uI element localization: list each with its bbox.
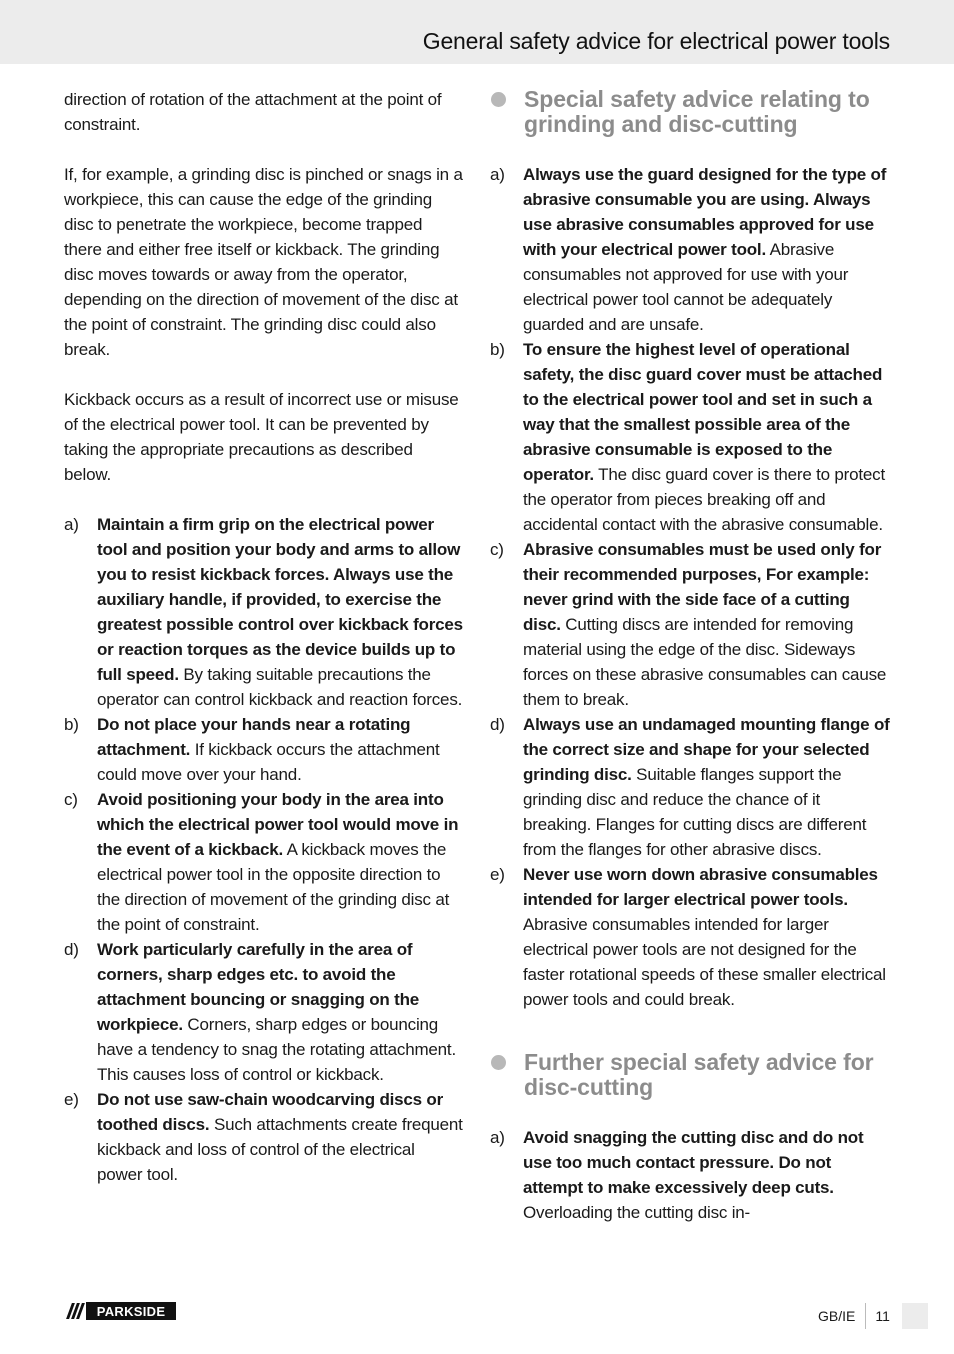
item-text: Cutting discs are intended for removing material using the edge of the disc. Sideways forces on these abrasive consumables can cause them to break. <box>523 615 887 709</box>
list-item <box>490 537 890 712</box>
item-bold-text: Do not place your hands near a rotating attachment. <box>97 715 411 759</box>
item-text: By taking suitable precautions the operator can control kickback and reaction forces. <box>97 665 463 709</box>
bullet-icon <box>491 1055 506 1070</box>
item-label: b) <box>490 340 505 359</box>
item-bold-text: Always use the guard designed for the type of abrasive consumable you are using. Always use abrasive consumables approved for use with your electrical power tool. <box>523 165 887 259</box>
list-item <box>64 937 464 1087</box>
item-bold-text: Abrasive consumables must be used only for their recommended purposes, For example: never grind with the side face of a cutting disc. <box>523 540 882 634</box>
section-heading-text: Further special safety advice for disc-cutting <box>524 1049 874 1100</box>
list-item <box>64 712 464 787</box>
item-label: d) <box>64 940 79 959</box>
item-label: a) <box>64 515 79 534</box>
item-bold-text: Maintain a firm grip on the electrical power tool and position your body and arms to allow you to resist kickback forces. Always use the auxiliary handle, if provided, to exercise the greatest possible control over kickback forces or reaction torques as the device builds up to full speed. <box>97 515 463 684</box>
item-bold-text: Always use an undamaged mounting flange of the correct size and shape for your selected grinding disc. <box>523 715 890 784</box>
logo-text: PARKSIDE <box>86 1302 176 1320</box>
item-bold-text: Work particularly carefully in the area of corners, sharp edges etc. to avoid the attachment bouncing or snagging on the workpiece. <box>97 940 420 1034</box>
list-item <box>490 162 890 337</box>
item-text: If kickback occurs the attachment could move over your hand. <box>97 740 440 784</box>
item-text: Suitable flanges support the grinding disc and reduce the chance of it breaking. Flanges for cutting discs are different from the flanges for other abrasive discs. <box>523 765 867 859</box>
footer-page-info <box>818 1303 928 1329</box>
header-bar <box>0 0 954 64</box>
list-item <box>64 787 464 937</box>
list-item <box>490 1125 890 1225</box>
item-label: d) <box>490 715 505 734</box>
item-text: A kickback moves the electrical power tool in the opposite direction to the direction of movement of the grinding disc at the point of constraint. <box>97 840 450 934</box>
list-item <box>490 712 890 862</box>
paragraph: If, for example, a grinding disc is pinched or snags in a workpiece, this can cause the edge of the grinding disc to penetrate the workpiece, become trapped there and either free itself or kickback. The grinding disc moves towards or away from the operator, depending on the direction of movement of the disc at the point of constraint. The grinding disc could also break. <box>64 165 463 359</box>
section-heading-text: Special safety advice relating to grinding and disc-cutting <box>524 86 870 137</box>
list-item <box>64 1087 464 1187</box>
item-text: Corners, sharp edges or bouncing have a tendency to snag the rotating attachment. This causes loss of control or kickback. <box>97 1015 456 1084</box>
list-item <box>490 862 890 1012</box>
parkside-logo <box>64 1302 176 1320</box>
item-bold-text: Never use worn down abrasive consumables intended for larger electrical power tools. <box>523 865 878 909</box>
list-item <box>490 337 890 537</box>
item-text: Overloading the cutting disc in- <box>523 1203 751 1222</box>
list <box>490 162 890 1012</box>
item-label: c) <box>490 540 504 559</box>
item-label: e) <box>490 865 505 884</box>
right-column <box>490 87 890 1225</box>
item-label: b) <box>64 715 79 734</box>
section-heading <box>490 87 890 137</box>
item-label: c) <box>64 790 78 809</box>
page-number: 11 <box>875 1308 890 1324</box>
item-label: a) <box>490 1128 505 1147</box>
page-title: General safety advice for electrical power tools <box>422 28 890 54</box>
item-label: e) <box>64 1090 79 1109</box>
item-bold-text: Do not use saw-chain woodcarving discs or toothed discs. <box>97 1090 444 1134</box>
footer-tab <box>902 1303 928 1329</box>
bullet-icon <box>491 92 506 107</box>
item-text: The disc guard cover is there to protect the operator from pieces breaking off and accidental contact with the abrasive consumable. <box>523 465 885 534</box>
footer-language: GB/IE <box>818 1308 856 1324</box>
section-heading <box>490 1050 890 1100</box>
logo-slashes-icon <box>64 1302 86 1320</box>
list <box>64 512 464 1187</box>
footer-divider <box>865 1303 866 1329</box>
list <box>490 1125 890 1225</box>
item-bold-text: To ensure the highest level of operational safety, the disc guard cover must be attached to the electrical power tool and set in such a way that the smallest possible area of the abrasive consumable is exposed to the operator. <box>523 340 883 484</box>
item-text: Abrasive consumables not approved for use with your electrical power tool cannot be adequately guarded and are unsafe. <box>523 240 849 334</box>
item-text: Such attachments create frequent kickback and loss of control of the electrical power tool. <box>97 1115 463 1184</box>
paragraph: direction of rotation of the attachment at the point of constraint. <box>64 90 442 134</box>
list-item <box>64 512 464 712</box>
left-column <box>64 87 464 1187</box>
item-text: Abrasive consumables intended for larger electrical power tools are not designed for the faster rotational speeds of these smaller electrical power tools and could break. <box>523 915 886 1009</box>
item-bold-text: Avoid positioning your body in the area into which the electrical power tool would move in the event of a kickback. <box>97 790 459 859</box>
item-label: a) <box>490 165 505 184</box>
item-bold-text: Avoid snagging the cutting disc and do not use too much contact pressure. Do not attempt to make excessively deep cuts. <box>523 1128 864 1197</box>
paragraph: Kickback occurs as a result of incorrect use or misuse of the electrical power tool. It can be prevented by taking the appropriate precautions as described below. <box>64 390 459 484</box>
